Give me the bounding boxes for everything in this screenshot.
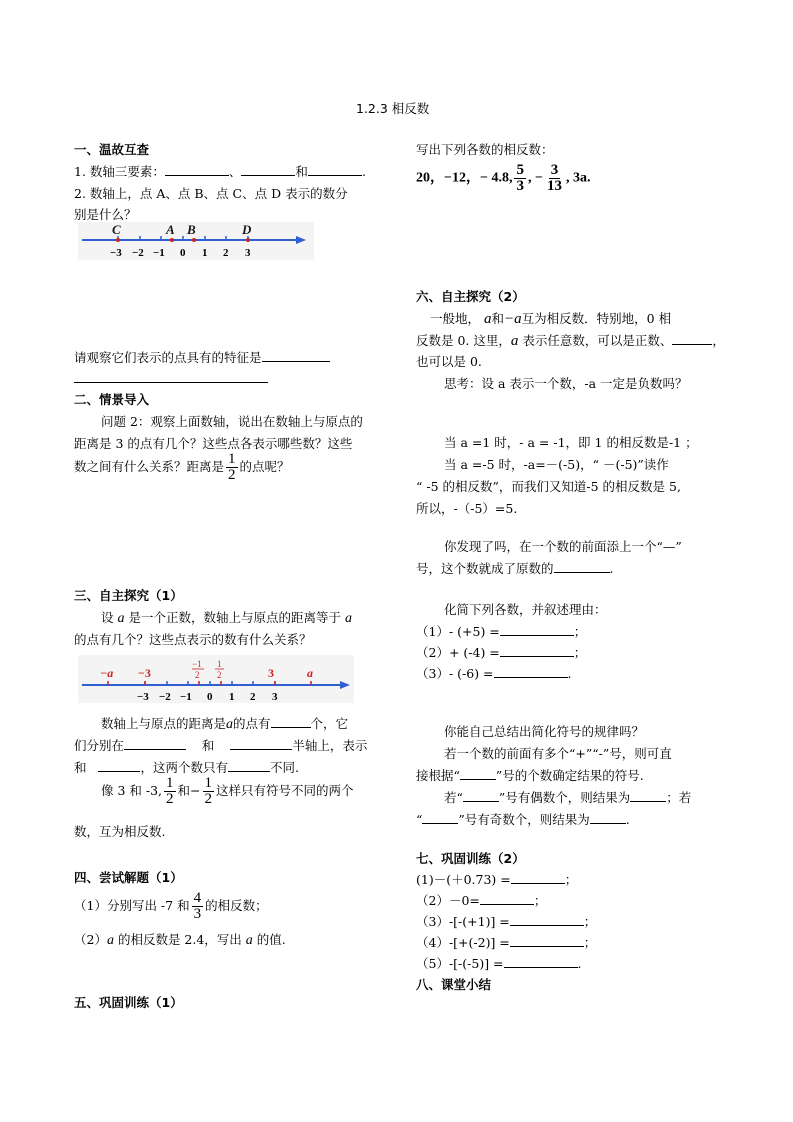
svg-text:2: 2	[195, 670, 200, 680]
s6-line10: 号，这个数就成了原数的 .	[416, 561, 614, 576]
tick-label: 3	[245, 247, 251, 259]
s3-line6: 像 3 和 -3, $\frac{1}{2}$ 和− $\frac{1}{2}$ 这样只有符号不同的两个	[101, 775, 354, 807]
tick-label: 0	[180, 247, 186, 259]
s6-line1: 一般地， a和−a互为相反数．特别地，0 相	[430, 311, 672, 327]
s6-line7: “ -5 的相反数”，而我们又知道-5 的相反数是 5,	[416, 479, 681, 494]
s6-line9: 你发现了吗，在一个数的前面添上一个“—”	[444, 539, 682, 554]
answer-blank[interactable]	[500, 623, 574, 636]
answer-blank[interactable]	[480, 892, 534, 905]
fraction-one-half: $\frac{1}{2}$	[228, 451, 236, 483]
s6-line8: 所以，-（-5）=5.	[416, 501, 518, 516]
answer-blank[interactable]	[460, 767, 496, 780]
answer-blank[interactable]	[308, 163, 362, 176]
tick-label: −3	[137, 691, 149, 703]
point-label: B	[187, 222, 196, 237]
s2-line1: 问题 2：观察上面数轴，说出在数轴上与原点的	[101, 414, 363, 429]
answer-blank[interactable]	[463, 789, 499, 802]
s3-line5: 和 ，这两个数只有 不同.	[74, 760, 299, 775]
s3-line2: 的点有几个？这些点表示的数有什么关系？	[74, 632, 312, 647]
s7-ex1: (1)－(＋0.73) = ；	[416, 872, 578, 887]
section-2-heading: 二、情景导入	[74, 392, 150, 407]
section-1-heading: 一、温故互查	[74, 142, 150, 157]
svg-text:−1: −1	[192, 659, 202, 669]
answer-blank[interactable]	[500, 644, 574, 657]
s2-line2: 距离是 3 的点有几个？这些点各表示哪些数？这些	[74, 436, 353, 451]
page-title: 1.2.3 相反数	[356, 101, 430, 116]
point-label: A	[166, 222, 175, 237]
section-7-heading: 七、巩固训练（2）	[416, 851, 525, 866]
answer-blank[interactable]	[165, 163, 229, 176]
answer-blank[interactable]	[241, 163, 295, 176]
number-line-2	[78, 655, 354, 703]
section-6-heading: 六、自主探究（2）	[416, 289, 525, 304]
answer-blank[interactable]	[630, 789, 666, 802]
s7-ex5: （5）-[-(-5)] = .	[416, 956, 582, 971]
s3-line7: 数，互为相反数.	[74, 824, 166, 839]
answer-blank[interactable]	[510, 913, 584, 926]
answer-blank[interactable]	[98, 759, 140, 772]
tick-label: −3	[110, 247, 122, 259]
s7-ex4: （4）-[+(-2)] = ；	[416, 935, 597, 950]
s6-line11: 化简下列各数，并叙述理由：	[444, 602, 607, 617]
s3-line1: 设 a 是一个正数，数轴上与原点的距离等于 a	[101, 610, 352, 626]
answer-blank[interactable]	[262, 349, 330, 362]
svg-text:1: 1	[217, 659, 222, 669]
red-label: 3	[268, 666, 274, 680]
s6-line14: 接根据“ ”号的个数确定结果的符号.	[416, 768, 644, 783]
answer-blank[interactable]	[228, 759, 270, 772]
tick-label: 2	[223, 247, 229, 259]
section-4-heading: 四、尝试解题（1）	[74, 870, 183, 885]
section-3-heading: 三、自主探究（1）	[74, 588, 183, 603]
observe-question: 请观察它们表示的点具有的特征是	[74, 348, 330, 366]
tick-label: −1	[180, 691, 192, 703]
answer-blank[interactable]	[271, 715, 311, 728]
s7-ex2: （2）－0= ；	[416, 893, 547, 908]
s6-line3: 也可以是 0.	[416, 354, 482, 369]
s6-ex1: （1）- (+5) = ；	[416, 624, 587, 639]
point-label: C	[112, 222, 121, 237]
fraction-one-half: $\frac{1}{2}$	[204, 775, 213, 807]
tick-label: 0	[207, 691, 213, 703]
answer-blank[interactable]	[590, 811, 626, 824]
q2-line1: 2. 数轴上，点 A、点 B、点 C、点 D 表示的数分	[74, 186, 348, 201]
s5-numbers: 20，−12，− 4.8, $\frac{5}{3}$ , − $\frac{3}{13}$ , 3a.	[416, 162, 591, 194]
section-5-heading: 五、巩固训练（1）	[74, 995, 183, 1010]
s2-line3: 数之间有什么关系？距离是 $\frac{1}{2}$ 的点呢？	[74, 451, 290, 483]
answer-blank[interactable]	[124, 737, 186, 750]
red-label: a	[307, 666, 313, 680]
fraction-four-thirds: $\frac{4}{3}$	[193, 890, 202, 922]
number-line-1	[78, 222, 314, 260]
point-label: D	[242, 222, 252, 237]
s6-think: 思考：设 a 表示一个数，-a 一定是负数吗？	[444, 376, 688, 391]
s5-instruction: 写出下列各数的相反数：	[416, 142, 554, 157]
q2-line2: 别是什么？	[74, 207, 137, 222]
answer-blank[interactable]	[511, 871, 565, 884]
answer-blank[interactable]	[504, 955, 578, 968]
s6-line16: “ ”号有奇数个，则结果为 .	[416, 812, 630, 827]
tick-label: −2	[159, 691, 171, 703]
svg-text:2: 2	[217, 670, 222, 680]
q1-elements: 1. 数轴三要素： 、 和 .	[74, 164, 366, 179]
tick-label: 2	[250, 691, 256, 703]
s6-line13: 若一个数的前面有多个“+”“-”号，则可直	[444, 746, 672, 761]
s6-line2: 反数是 0. 这里，a 表示任意数，可以是正数、 ，	[416, 333, 725, 349]
answer-blank[interactable]	[494, 665, 568, 678]
red-label: −a	[100, 666, 114, 680]
s3-line3: 数轴上与原点的距离是a的点有 个，它	[101, 716, 349, 732]
answer-blank[interactable]	[510, 934, 584, 947]
s6-line15: 若“ ”号有偶数个，则结果为 ；若	[444, 790, 692, 805]
s6-ex2: （2）+ (-4) = ；	[416, 645, 587, 660]
s6-line6: 当 a =-5 时，-a=－(-5)，“ －(-5)”读作	[444, 457, 669, 472]
tick-label: −1	[153, 247, 165, 259]
red-label: −3	[138, 666, 151, 680]
fraction-one-half: $\frac{1}{2}$	[166, 775, 174, 807]
s7-ex3: （3）-[-(+1)] = ；	[416, 914, 597, 929]
tick-label: 1	[202, 247, 208, 259]
s6-line5: 当 a =1 时，- a = -1，即 1 的相反数是-1 ；	[444, 435, 698, 450]
answer-line[interactable]	[74, 370, 268, 383]
answer-blank[interactable]	[672, 332, 712, 345]
answer-blank[interactable]	[422, 811, 458, 824]
s4-q2: （2）a 的相反数是 2.4，写出 a 的值.	[74, 932, 286, 948]
tick-label: 3	[272, 691, 278, 703]
tick-label: −2	[132, 247, 144, 259]
section-8-heading: 八、课堂小结	[416, 977, 492, 992]
answer-blank[interactable]	[230, 737, 292, 750]
tick-label: 1	[229, 691, 235, 703]
s3-line4: 们分别在 和 半轴上，表示	[74, 738, 368, 753]
answer-blank[interactable]	[554, 560, 610, 573]
s4-q1: （1）分别写出 -7 和 $\frac{4}{3}$ 的相反数；	[74, 890, 268, 922]
s6-ex3: （3）- (-6) = .	[416, 666, 572, 681]
s6-line12: 你能自己总结出简化符号的规律吗？	[444, 724, 645, 739]
